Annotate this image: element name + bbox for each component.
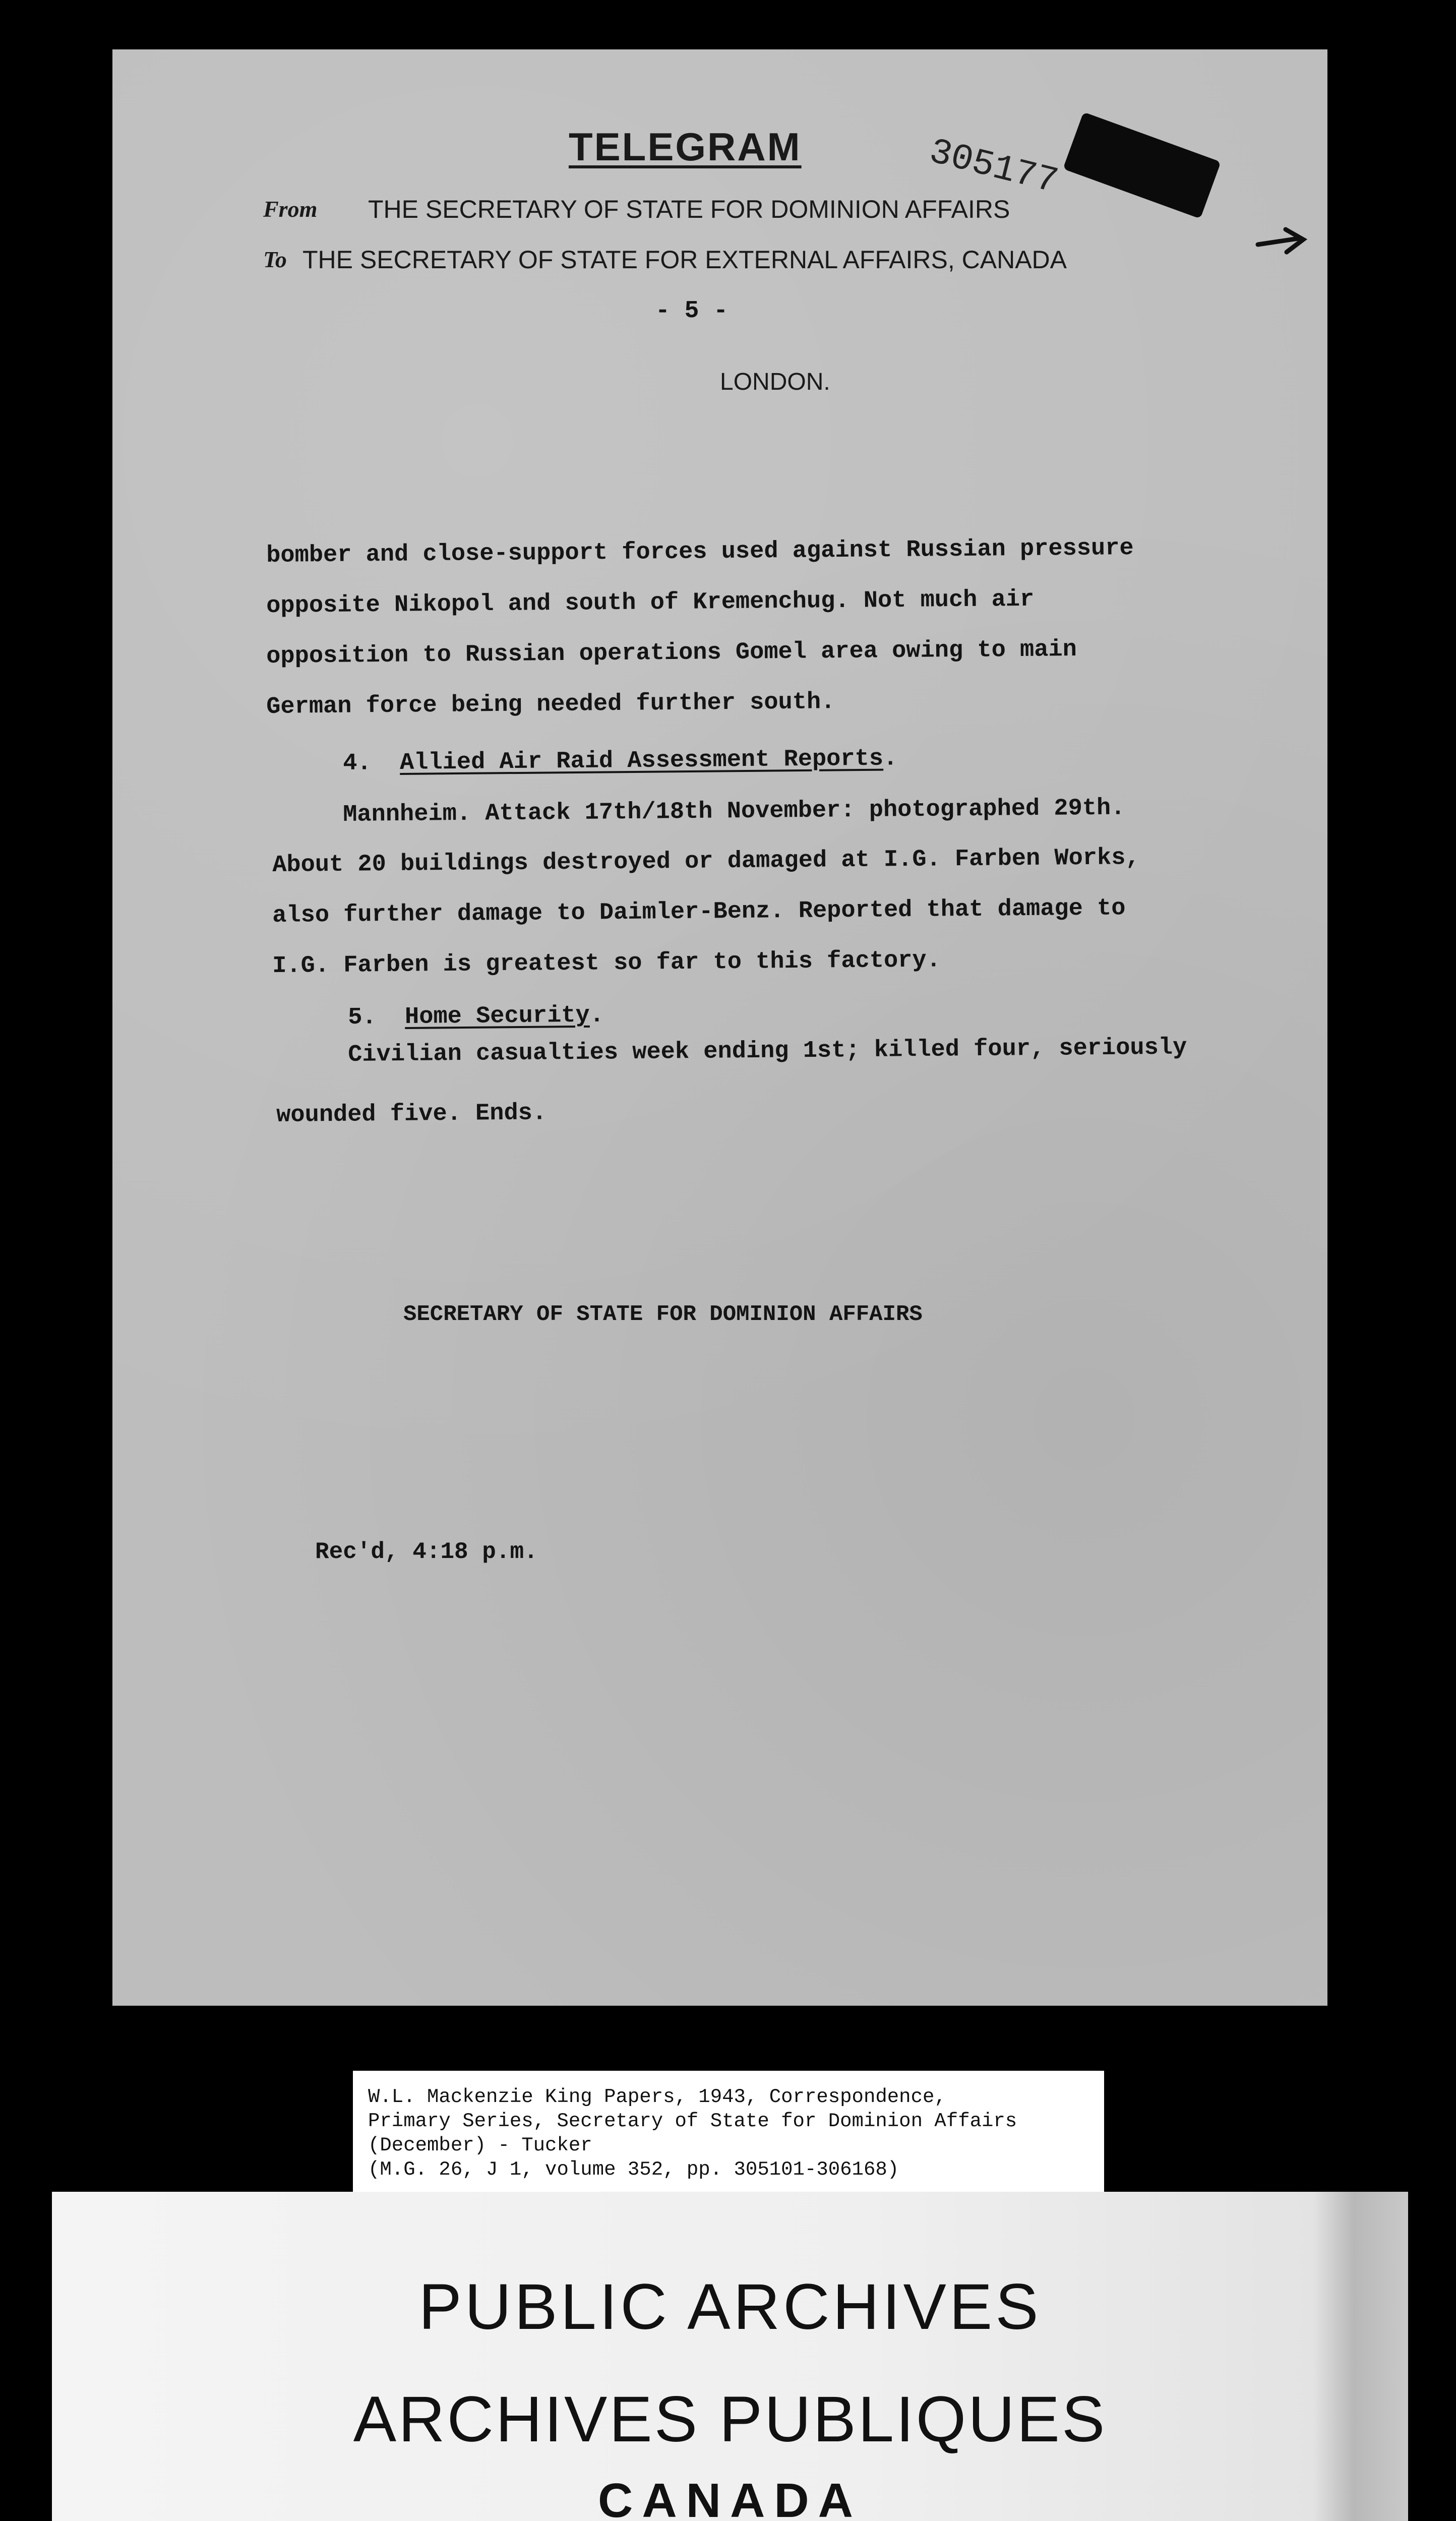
body-line: wounded five. Ends. [276,1100,547,1129]
from-value: THE SECRETARY OF STATE FOR DOMINION AFFAIRS [368,195,1010,223]
body-line: Civilian casualties week ending 1st; killed four, seriously [348,1034,1187,1068]
archives-line-canada: CANADA [598,2474,862,2521]
section-4-title: Allied Air Raid Assessment Reports [399,745,884,777]
body-line: Mannheim. Attack 17th/18th November: photographed 29th. [343,795,1125,828]
section-4-number: 4. [343,750,372,777]
telegram-title: TELEGRAM [569,125,802,169]
body-line: German force being needed further south. [266,689,835,721]
body-line: About 20 buildings destroyed or damaged at I.G. Farben Works, [272,844,1140,879]
section-4-heading [343,745,897,777]
citation-line: Primary Series, Secretary of State for Dominion Affairs [368,2110,1017,2132]
received-time: Rec'd, 4:18 p.m. [315,1539,538,1565]
signature-line: SECRETARY OF STATE FOR DOMINION AFFAIRS [403,1302,923,1327]
telegram-sheet [112,49,1327,2006]
section-5-period: . [589,1002,604,1029]
archive-stamp-number: 305177 [925,131,1062,203]
section-4-period: . [883,745,898,772]
page-number: - 5 - [655,297,729,325]
from-label: From [263,196,318,222]
body-line: opposite Nikopol and south of Kremenchug. Not much air [266,586,1035,620]
citation-line: W.L. Mackenzie King Papers, 1943, Correspondence, [368,2086,946,2108]
public-archives-panel [52,2192,1408,2521]
archives-line-french: ARCHIVES PUBLIQUES [353,2383,1107,2455]
citation-label [353,2071,1104,2200]
section-5-heading [348,1002,604,1031]
place-label: LONDON. [720,369,830,395]
body-line: bomber and close-support forces used against Russian pressure [266,534,1134,569]
body-line: also further damage to Daimler-Benz. Reported that damage to [272,895,1126,929]
citation-line: (M.G. 26, J 1, volume 352, pp. 305101-306168) [368,2158,899,2181]
to-value: THE SECRETARY OF STATE FOR EXTERNAL AFFAIRS, CANADA [302,246,1067,274]
body-line: opposition to Russian operations Gomel area owing to main [266,636,1077,670]
arrow-mark-icon [1255,224,1311,260]
archives-line-english: PUBLIC ARCHIVES [418,2271,1042,2343]
to-label: To [263,247,287,272]
section-5-number: 5. [348,1004,377,1031]
body-line: I.G. Farben is greatest so far to this factory. [272,947,941,980]
section-5-title: Home Security [404,1002,590,1031]
citation-line: (December) - Tucker [368,2134,592,2156]
